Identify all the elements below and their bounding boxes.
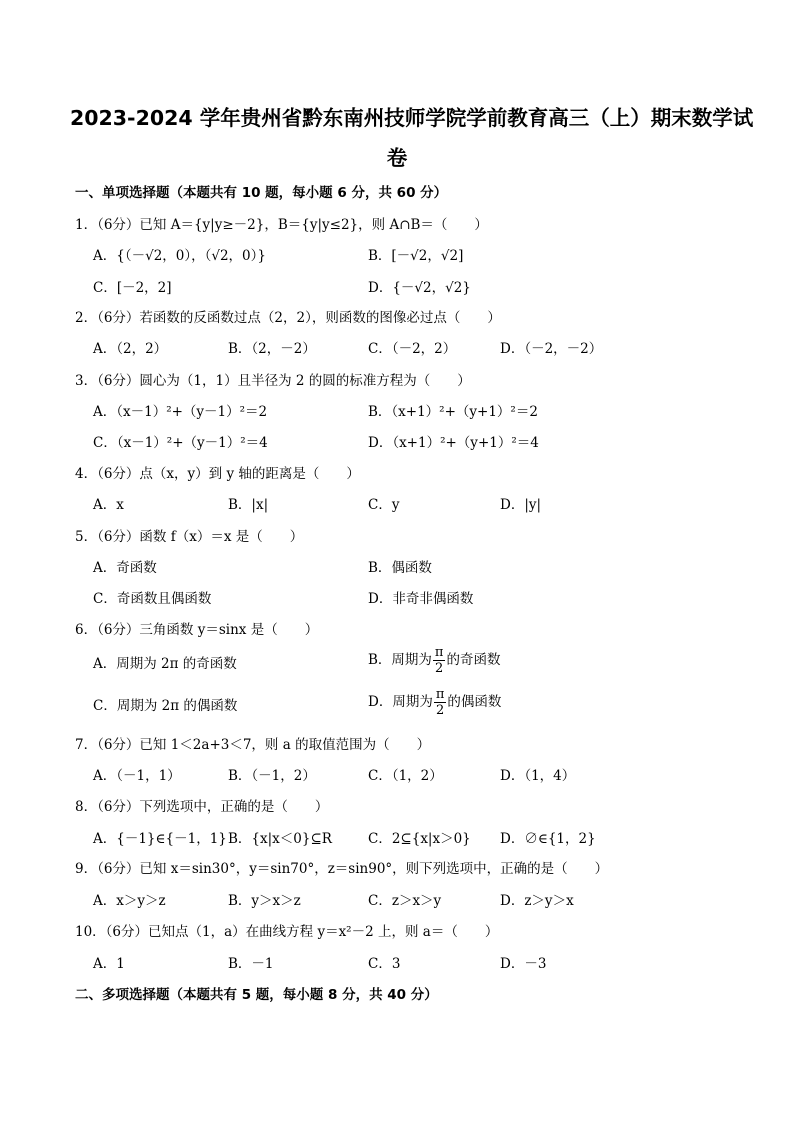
- question-6-option-c: C．周期为 2π 的偶函数: [93, 698, 238, 714]
- question-6-option-d-prefix: D．周期为: [368, 694, 433, 710]
- exam-title-line2: 卷: [386, 146, 408, 170]
- question-8-option-d: D．∅∈{1，2}: [500, 831, 596, 847]
- question-5-stem: 5．（6分）函数 f（x）＝x 是（ ）: [75, 529, 304, 545]
- question-4-option-d: D．|y|: [500, 497, 542, 513]
- fraction-numerator: π: [434, 645, 444, 660]
- question-4-option-a: A．x: [93, 497, 124, 513]
- question-10-option-a: A．1: [93, 956, 125, 972]
- question-10-option-c: C．3: [368, 956, 401, 972]
- question-4-option-b: B．|x|: [228, 497, 269, 513]
- question-9-option-a: A．x＞y＞z: [93, 893, 166, 909]
- question-9-option-b: B．y＞x＞z: [228, 893, 301, 909]
- question-6-option-b: [368, 646, 500, 675]
- question-5-option-d: D．非奇非偶函数: [368, 591, 474, 607]
- question-8-option-a: A．{－1}∈{－1，1}: [93, 831, 227, 847]
- question-7-option-b: B．（－1，2）: [228, 768, 316, 784]
- question-6-stem: 6．（6分）三角函数 y＝sinx 是（ ）: [75, 622, 319, 638]
- pi-over-two-fraction: [434, 688, 447, 717]
- question-6-option-b-prefix: B．周期为: [368, 652, 432, 668]
- question-7-option-a: A．（－1，1）: [93, 768, 181, 784]
- fraction-numerator: π: [435, 687, 445, 702]
- question-5-option-b: B．偶函数: [368, 560, 432, 576]
- question-9-option-c: C．z＞x＞y: [368, 893, 442, 909]
- section-heading-single-choice: 一、单项选择题（本题共有 10 题，每小题 6 分，共 60 分）: [75, 185, 448, 201]
- question-6-option-a: A．周期为 2π 的奇函数: [93, 656, 237, 672]
- question-2-option-b: B．（2，－2）: [228, 341, 316, 357]
- question-5-option-c: C．奇函数且偶函数: [93, 591, 212, 607]
- question-2-option-a: A．（2，2）: [93, 341, 168, 357]
- question-2-stem: 2．（6分）若函数的反函数过点（2，2），则函数的图像必过点（ ）: [75, 310, 501, 326]
- question-1-option-b: B．[－√2，√2]: [368, 248, 464, 264]
- question-10-option-d: D．－3: [500, 956, 547, 972]
- question-6-option-b-suffix: 的奇函数: [446, 652, 501, 668]
- question-3-option-b: B．（x+1）²+（y+1）²＝2: [368, 404, 538, 420]
- question-9-stem: 9．（6分）已知 x＝sin30°，y＝sin70°，z＝sin90°，则下列选项中，正确的是（ ）: [75, 861, 609, 877]
- question-3-stem: 3．（6分）圆心为（1，1）且半径为 2 的圆的标准方程为（ ）: [75, 373, 471, 389]
- question-6-option-d: [368, 688, 501, 717]
- question-2-option-d: D．（－2，－2）: [500, 341, 603, 357]
- pi-over-two-fraction: [433, 646, 446, 675]
- question-2-option-c: C．（－2，2）: [368, 341, 457, 357]
- question-3-option-c: C．（x－1）²+（y－1）²＝4: [93, 435, 268, 451]
- question-10-option-b: B．－1: [228, 956, 274, 972]
- question-7-stem: 7．（6分）已知 1＜2a+3＜7，则 a 的取值范围为（ ）: [75, 737, 431, 753]
- question-1-option-d: D．{－√2，√2}: [368, 280, 471, 296]
- fraction-denominator: 2: [435, 661, 444, 676]
- question-3-option-d: D．（x+1）²+（y+1）²＝4: [368, 435, 539, 451]
- question-4-option-c: C．y: [368, 497, 400, 513]
- question-1-stem: 1．（6分）已知 A＝{y|y≥－2}，B＝{y|y≤2}，则 A∩B＝（ ）: [75, 217, 488, 233]
- section-heading-multiple-choice: 二、多项选择题（本题共有 5 题，每小题 8 分，共 40 分）: [75, 987, 438, 1003]
- question-8-option-b: B．{x|x＜0}⊆R: [228, 831, 332, 847]
- question-3-option-a: A．（x－1）²+（y－1）²＝2: [93, 404, 268, 420]
- question-6-option-d-suffix: 的偶函数: [447, 694, 502, 710]
- question-4-stem: 4．（6分）点（x，y）到 y 轴的距离是（ ）: [75, 466, 360, 482]
- question-7-option-d: D．（1，4）: [500, 768, 576, 784]
- question-10-stem: 10．（6分）已知点（1，a）在曲线方程 y＝x²－2 上，则 a＝（ ）: [75, 924, 499, 940]
- exam-title-line1: 2023-2024 学年贵州省黔东南州技师学院学前教育高三（上）期末数学试: [70, 106, 754, 130]
- question-1-option-c: C．[－2，2]: [93, 280, 172, 296]
- question-1-option-a: A．{（－√2，0），（√2，0）}: [93, 248, 266, 264]
- question-7-option-c: C．（1，2）: [368, 768, 443, 784]
- question-5-option-a: A．奇函数: [93, 560, 157, 576]
- fraction-denominator: 2: [435, 703, 445, 718]
- question-8-stem: 8．（6分）下列选项中，正确的是（ ）: [75, 799, 329, 815]
- question-9-option-d: D．z＞y＞x: [500, 893, 574, 909]
- question-8-option-c: C．2⊆{x|x＞0}: [368, 831, 471, 847]
